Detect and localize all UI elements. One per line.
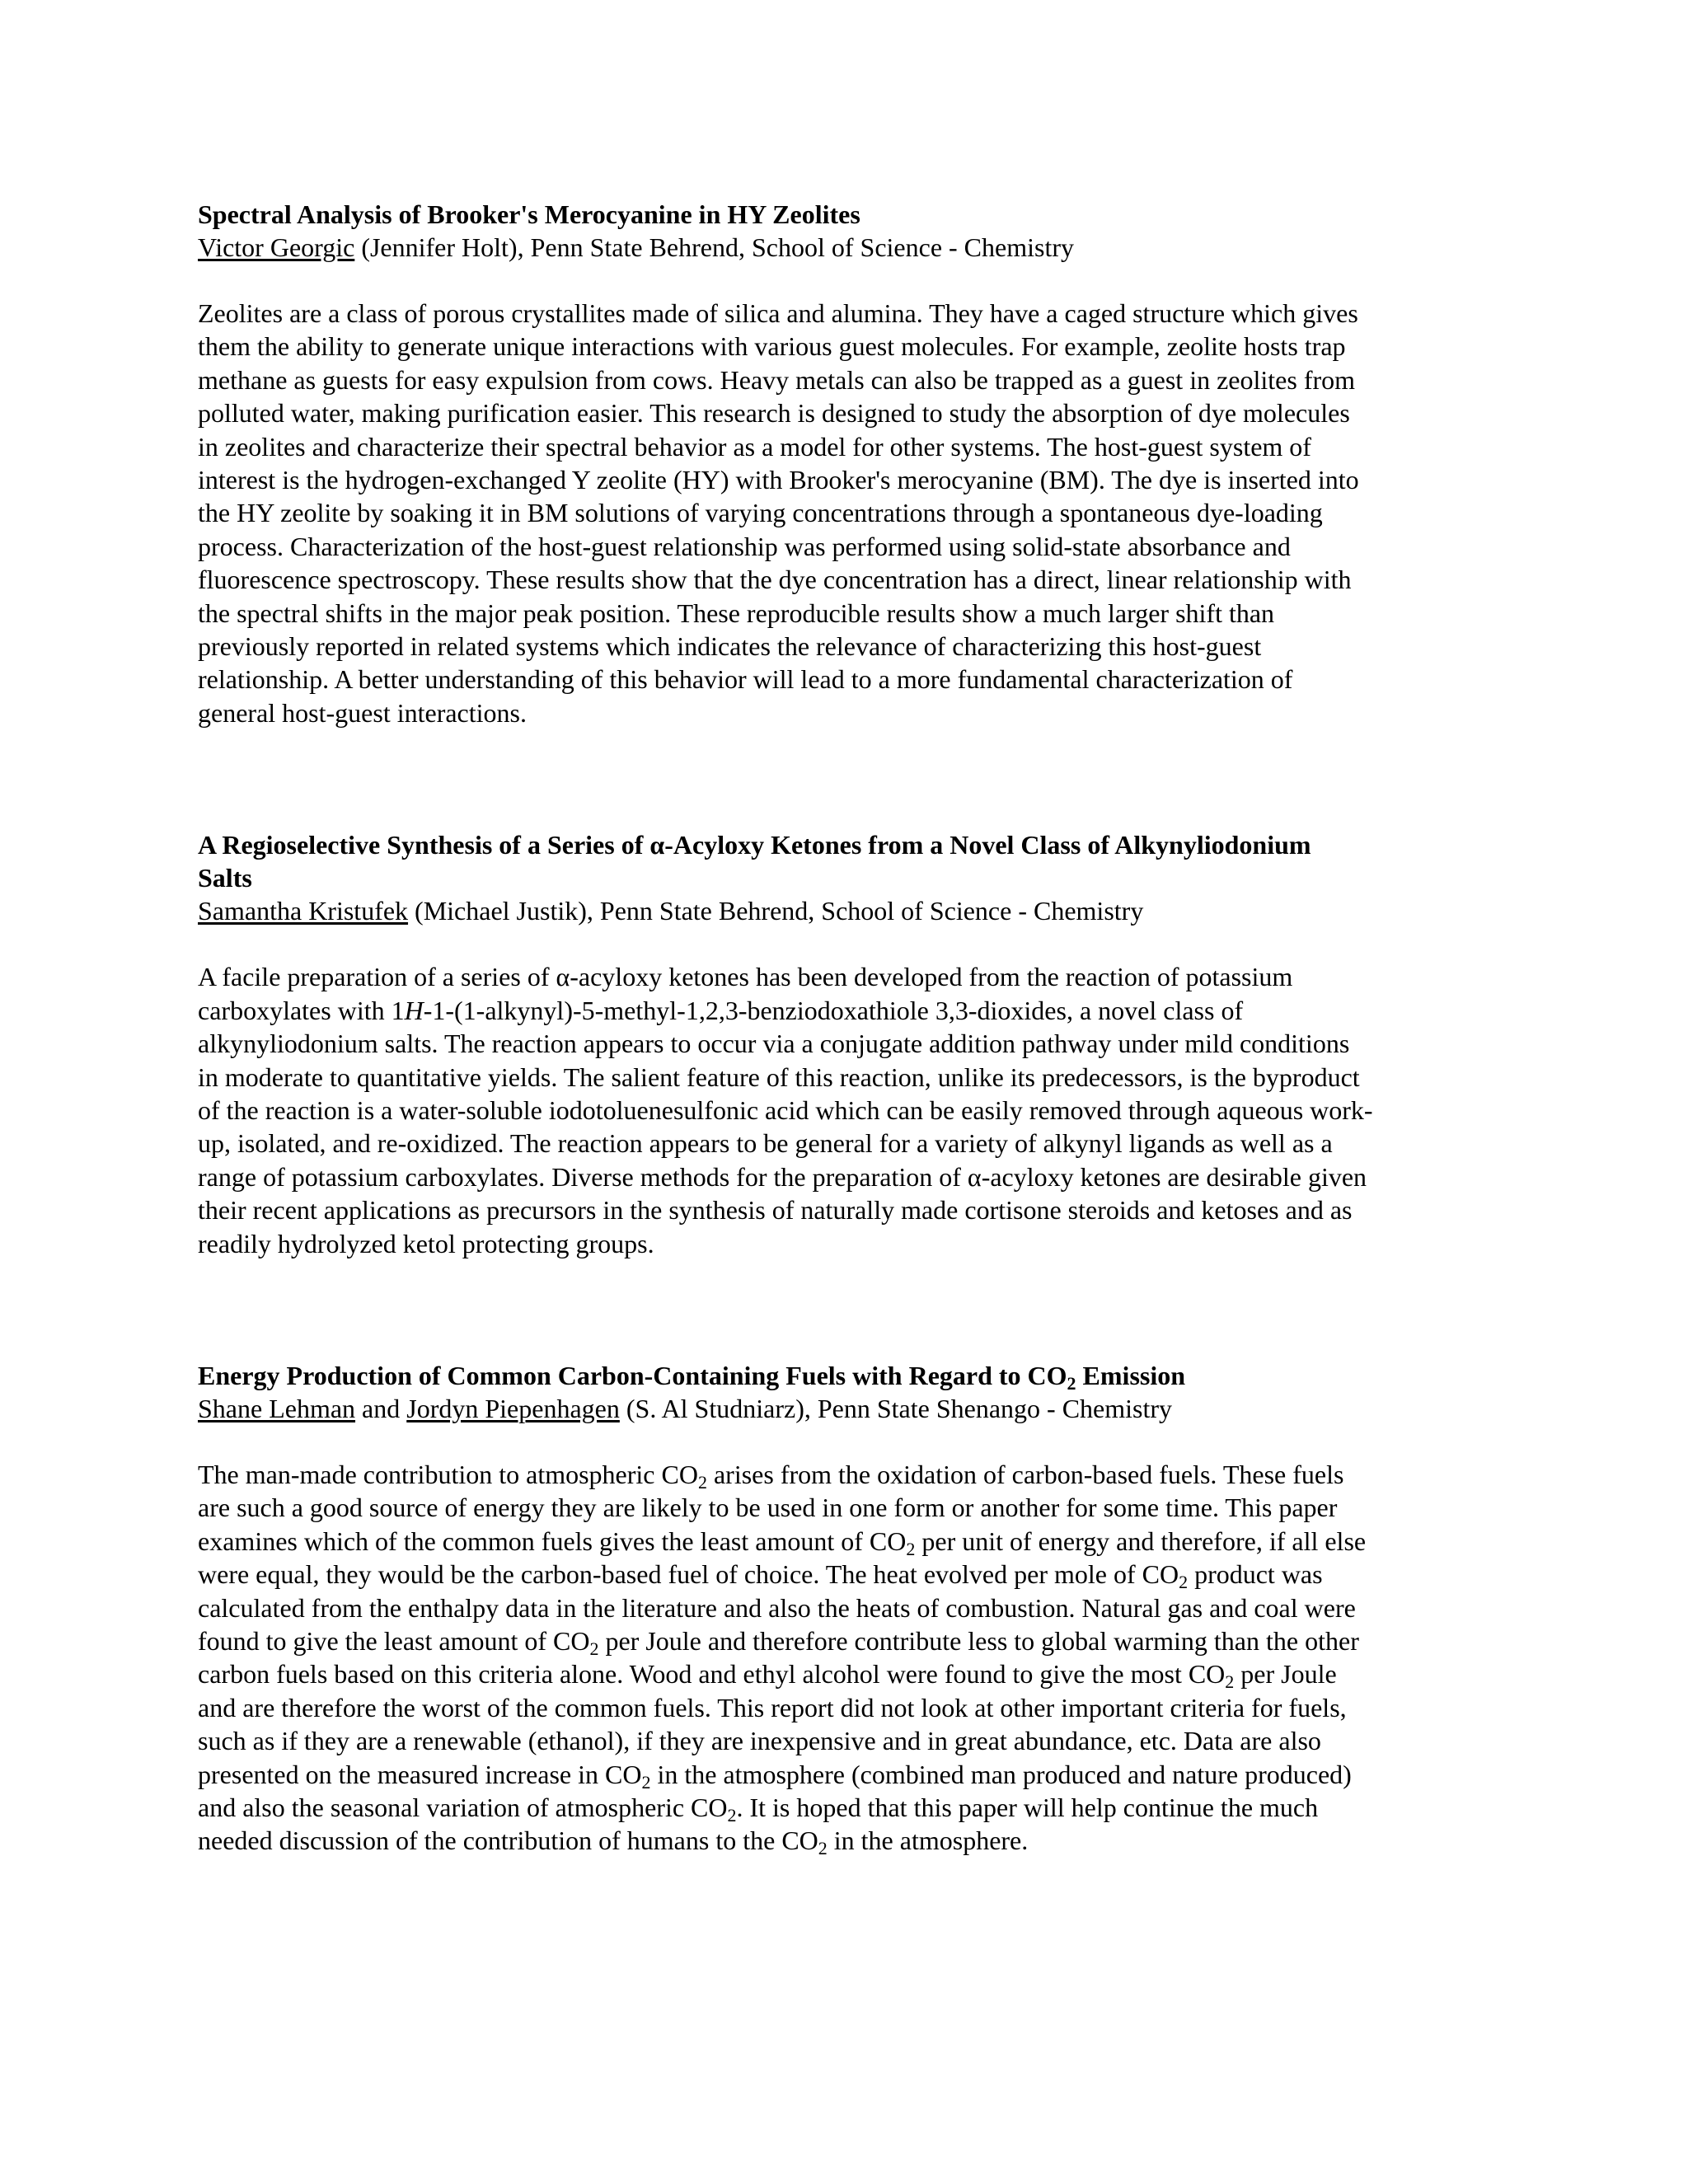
body-line: calculated from the enthalpy data in the literature and also the heats of combustion. Natural gas and coal were bbox=[198, 1592, 1356, 1623]
body-line bbox=[198, 1824, 1500, 1857]
subscript: 2 bbox=[589, 1638, 599, 1659]
co-text: CO bbox=[781, 1825, 818, 1856]
co-text: CO bbox=[691, 1793, 728, 1822]
body-line: A facile preparation of a series of α-acyloxy ketones has been developed from the reaction of potassium bbox=[198, 962, 1293, 992]
body-line: range of potassium carboxylates. Diverse methods for the preparation of α-acyloxy ketones are desirable given bbox=[198, 1161, 1367, 1192]
body-line bbox=[198, 1657, 1500, 1693]
text-run: . It is hoped that this paper will help continue the much bbox=[736, 1793, 1319, 1822]
body-line: readily hydrolyzed ketol protecting groups. bbox=[198, 1228, 654, 1258]
text-run: Emission bbox=[1076, 1360, 1186, 1390]
body-line bbox=[198, 1791, 1500, 1824]
body-line: are such a good source of energy they are likely to be used in one form or another for some time. This paper bbox=[198, 1493, 1338, 1523]
body-line: the spectral shifts in the major peak position. These reproducible results show a much larger shift than bbox=[198, 598, 1275, 628]
text-run: and also the seasonal variation of atmospheric bbox=[198, 1793, 692, 1822]
body-line bbox=[198, 1558, 1500, 1591]
text-run: per Joule bbox=[1234, 1659, 1337, 1690]
text-run: arises from the oxidation of carbon-based fuels. These fuels bbox=[706, 1459, 1344, 1489]
text-run: in the atmosphere (combined man produced and nature produced) bbox=[650, 1759, 1352, 1789]
author-line bbox=[198, 1392, 1500, 1425]
text-run: per unit of energy and therefore, if all else bbox=[915, 1526, 1367, 1556]
co-text: CO bbox=[1142, 1559, 1179, 1590]
abstract-body bbox=[198, 1458, 1500, 1858]
body-line: relationship. A better understanding of this behavior will lead to a more fundamental characterization of bbox=[198, 664, 1293, 695]
text-run: and bbox=[355, 1393, 407, 1423]
advisor-affiliation: (S. Al Studniarz), Penn State Shenango - Chemistry bbox=[619, 1393, 1173, 1423]
subscript: 2 bbox=[727, 1805, 737, 1825]
text-run: presented on the measured increase in bbox=[198, 1759, 606, 1789]
text-run: found to give the least amount of bbox=[198, 1625, 554, 1656]
body-line bbox=[198, 1624, 1500, 1657]
abstract-title: Spectral Analysis of Brooker's Merocyanine in HY Zeolites bbox=[198, 199, 860, 229]
body-line: polluted water, making purification easier. This research is designed to study the absorption of dye molecules bbox=[198, 398, 1350, 429]
text-run: -1-(1-alkynyl)-5-methyl-1,2,3-benziodoxathiole 3,3-dioxides, a novel class of bbox=[423, 995, 1244, 1025]
body-line: previously reported in related systems which indicates the relevance of characterizing this host-guest bbox=[198, 631, 1262, 662]
title-line: Salts bbox=[198, 863, 252, 893]
body-line bbox=[198, 994, 1500, 1027]
body-line: general host-guest interactions. bbox=[198, 697, 527, 728]
body-line bbox=[198, 1525, 1500, 1558]
text-run: product was bbox=[1188, 1559, 1323, 1590]
text-run: Energy Production of Common Carbon-Containing Fuels with Regard to CO bbox=[198, 1360, 1067, 1390]
subscript: 2 bbox=[697, 1471, 707, 1493]
body-line: Zeolites are a class of porous crystallites made of silica and alumina. They have a caged structure which gives bbox=[198, 298, 1358, 328]
body-line: them the ability to generate unique interactions with various guest molecules. For example, zeolite hosts trap bbox=[198, 331, 1346, 362]
advisor-affiliation: (Jennifer Holt), Penn State Behrend, School of Science - Chemistry bbox=[354, 232, 1074, 262]
body-line: up, isolated, and re-oxidized. The reaction appears to be general for a variety of alkynyl ligands as well as a bbox=[198, 1128, 1333, 1159]
title-line: A Regioselective Synthesis of a Series of α-Acyloxy Ketones from a Novel Class of Alkynyliodonium bbox=[198, 830, 1311, 860]
co-text: CO bbox=[661, 1459, 698, 1489]
subscript: 2 bbox=[641, 1771, 651, 1793]
body-line: alkynyliodonium salts. The reaction appears to occur via a conjugate addition pathway under mild conditions bbox=[198, 1029, 1350, 1059]
subscript: 2 bbox=[1179, 1572, 1189, 1593]
document-page bbox=[198, 198, 1500, 1858]
co-text: CO bbox=[869, 1526, 907, 1556]
section-gap bbox=[198, 729, 1500, 828]
body-line: process. Characterization of the host-guest relationship was performed using solid-state absorbance and bbox=[198, 531, 1291, 561]
text-run: carbon fuels based on this criteria alone. Wood and ethyl alcohol were found to give the most bbox=[198, 1659, 1189, 1690]
abstract-title bbox=[198, 1359, 1500, 1392]
subscript: 2 bbox=[818, 1838, 828, 1859]
presenter-name: Jordyn Piepenhagen bbox=[406, 1393, 620, 1423]
advisor-affiliation: (Michael Justik), Penn State Behrend, School of Science - Chemistry bbox=[408, 896, 1144, 926]
abstract-3 bbox=[198, 1359, 1500, 1858]
abstract-title bbox=[198, 828, 1500, 894]
text-run: The man-made contribution to atmospheric bbox=[198, 1459, 662, 1489]
subscript: 2 bbox=[1067, 1372, 1076, 1394]
text-run: needed discussion of the contribution of humans to the bbox=[198, 1825, 782, 1856]
abstract-body bbox=[198, 297, 1500, 729]
italic-h: H bbox=[404, 995, 424, 1025]
presenter-name: Shane Lehman bbox=[198, 1393, 356, 1423]
abstract-1 bbox=[198, 198, 1500, 729]
body-line bbox=[198, 1458, 1500, 1491]
subscript: 2 bbox=[906, 1538, 916, 1559]
body-line: interest is the hydrogen-exchanged Y zeolite (HY) with Brooker's merocyanine (BM). The dye is inserted into bbox=[198, 465, 1359, 495]
co-text: CO bbox=[553, 1625, 590, 1656]
author-line bbox=[198, 894, 1500, 927]
text-run: in the atmosphere. bbox=[827, 1825, 1029, 1856]
body-line: such as if they are a renewable (ethanol), if they are inexpensive and in great abundance, etc. Data are also bbox=[198, 1726, 1321, 1756]
body-line: in moderate to quantitative yields. The salient feature of this reaction, unlike its predecessors, is the byproduct bbox=[198, 1062, 1360, 1092]
co-text: CO bbox=[605, 1759, 642, 1789]
body-line: the HY zeolite by soaking it in BM solutions of varying concentrations through a spontaneous dye-loading bbox=[198, 498, 1323, 528]
body-line: fluorescence spectroscopy. These results show that the dye concentration has a direct, linear relationship with bbox=[198, 565, 1352, 595]
text-run: examines which of the common fuels gives the least amount of bbox=[198, 1526, 870, 1556]
body-line: their recent applications as precursors in the synthesis of naturally made cortisone steroids and ketoses and as bbox=[198, 1195, 1353, 1226]
subscript: 2 bbox=[1225, 1671, 1235, 1693]
text-run: per Joule and therefore contribute less to global warming than the other bbox=[598, 1625, 1359, 1656]
abstract-2 bbox=[198, 828, 1500, 1260]
author-line bbox=[198, 231, 1500, 264]
body-line: and are therefore the worst of the common fuels. This report did not look at other important criteria for fuels, bbox=[198, 1692, 1347, 1722]
text-run: carboxylates with 1 bbox=[198, 995, 405, 1025]
text-run: were equal, they would be the carbon-based fuel of choice. The heat evolved per mole of bbox=[198, 1559, 1142, 1590]
abstract-body bbox=[198, 960, 1500, 1260]
section-gap bbox=[198, 1260, 1500, 1359]
presenter-name: Victor Georgic bbox=[198, 232, 355, 262]
presenter-name: Samantha Kristufek bbox=[198, 896, 409, 926]
co-text: CO bbox=[1188, 1659, 1226, 1690]
body-line: of the reaction is a water-soluble iodotoluenesulfonic acid which can be easily removed through aqueous work- bbox=[198, 1094, 1373, 1125]
body-line: in zeolites and characterize their spectral behavior as a model for other systems. The host-guest system of bbox=[198, 431, 1311, 462]
body-line: methane as guests for easy expulsion from cows. Heavy metals can also be trapped as a guest in zeolites from bbox=[198, 364, 1356, 395]
body-line bbox=[198, 1758, 1500, 1791]
